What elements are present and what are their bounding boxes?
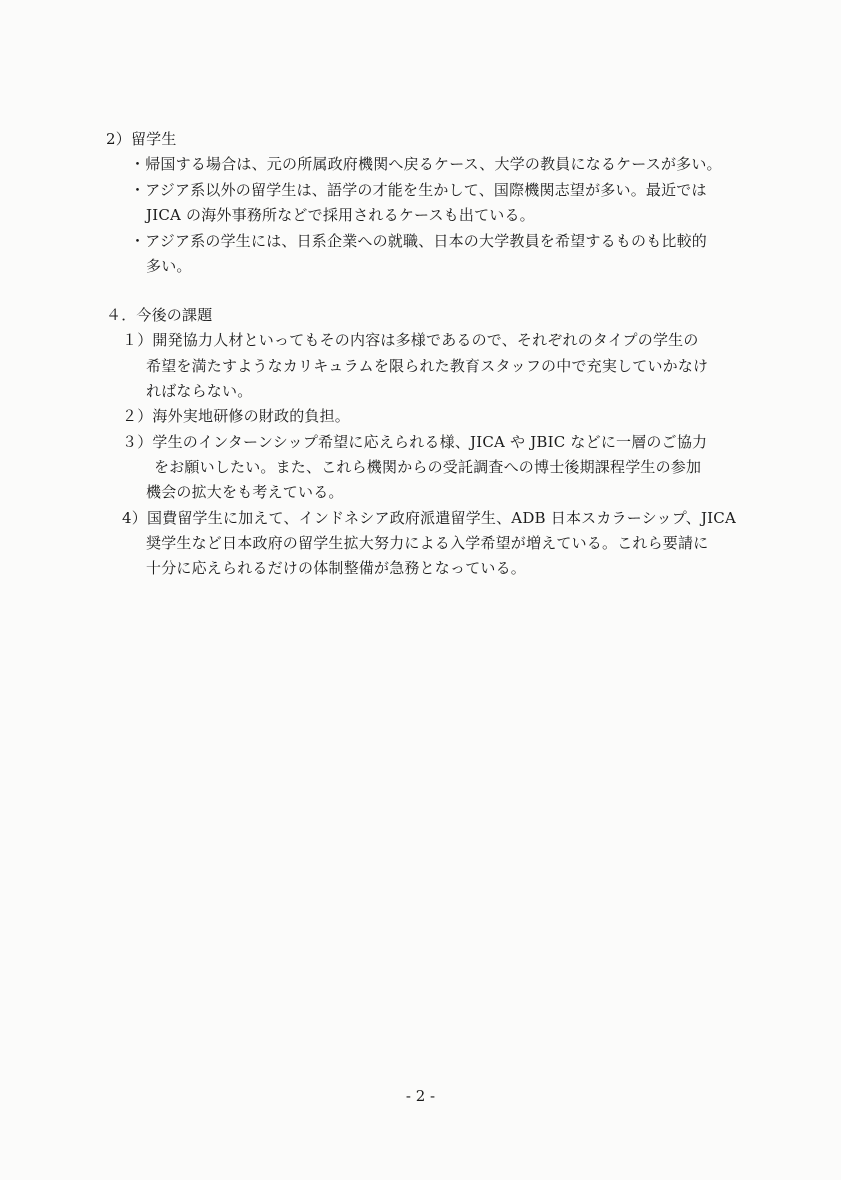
section-4-item-4-line-3: 十分に応えられるだけの体制整備が急務となっている。 bbox=[146, 559, 527, 577]
section-4-item-4-line-2: 奨学生など日本政府の留学生拡大努力による入学希望が増えている。これら要請に bbox=[146, 534, 709, 552]
page-number: - 2 - bbox=[405, 1087, 436, 1105]
section-4-item-3-line-1: ３）学生のインターンシップ希望に応えられる様、JICA や JBIC などに一層のご協力 bbox=[122, 433, 708, 451]
section-2-bullet-2-line-1: ・アジア系以外の留学生は、語学の才能を生かして、国際機関志望が多い。最近では bbox=[130, 181, 707, 199]
section-2-bullet-2-line-2: JICA の海外事務所などで採用されるケースも出ている。 bbox=[146, 206, 535, 224]
section-4-item-1-line-2: 希望を満たすようなカリキュラムを限られた教育スタッフの中で充実していかなけ bbox=[146, 357, 709, 375]
section-4-item-1-line-3: ればならない。 bbox=[146, 382, 253, 400]
section-4-heading: ４．今後の課題 bbox=[106, 306, 213, 324]
section-4-item-2-line-1: ２）海外実地研修の財政的負担。 bbox=[122, 407, 351, 425]
section-4-item-4-line-1: 4）国費留学生に加えて、インドネシア政府派遣留学生、ADB 日本スカラーシップ、JICA bbox=[122, 509, 736, 527]
section-4-item-1-line-1: １）開発協力人材といってもその内容は多様であるので、それぞれのタイプの学生の bbox=[122, 331, 699, 349]
section-2-bullet-3-line-1: ・アジア系の学生には、日系企業への就職、日本の大学教員を希望するものも比較的 bbox=[130, 232, 708, 250]
section-2-bullet-1-line-1: ・帰国する場合は、元の所属政府機関へ戻るケース、大学の教員になるケースが多い。 bbox=[130, 155, 722, 173]
section-4-item-3-line-3: 機会の拡大をも考えている。 bbox=[146, 483, 344, 501]
section-2-bullet-3-line-2: 多い。 bbox=[146, 257, 192, 275]
section-4-item-3-line-2: をお願いしたい。また、これら機関からの受託調査への博士後期課程学生の参加 bbox=[154, 458, 702, 476]
section-2-heading: 2）留学生 bbox=[106, 130, 177, 148]
